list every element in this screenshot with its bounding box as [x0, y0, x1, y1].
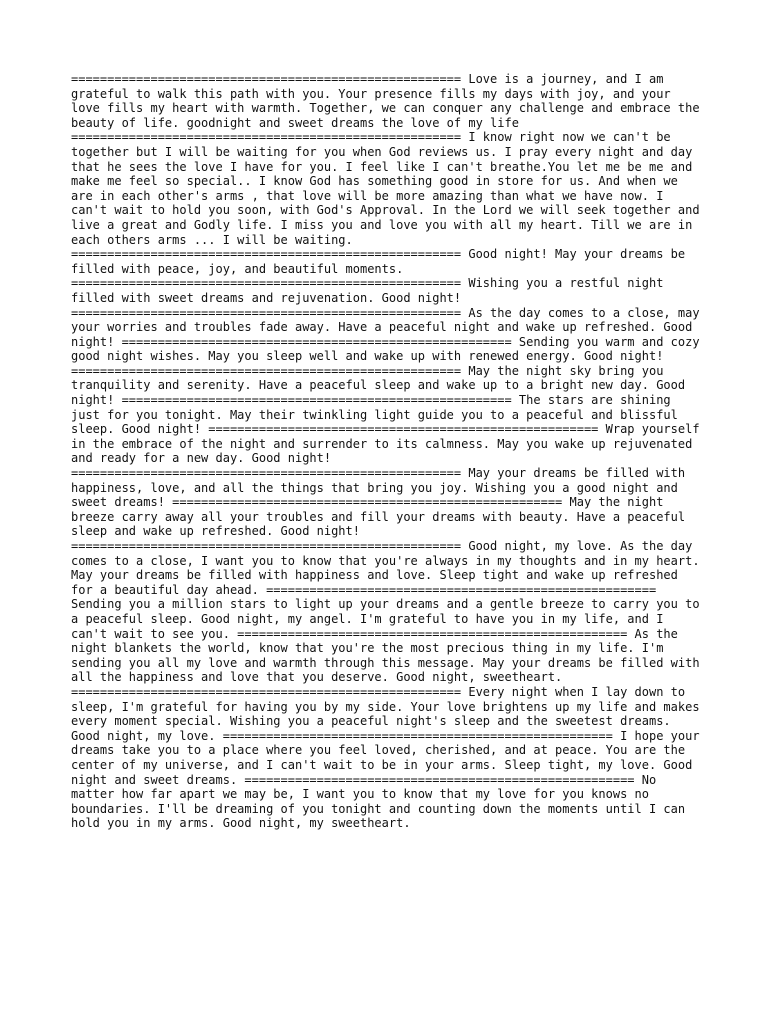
message-entry: ====================================================== Love is a journey, and I am grateful to walk this path with you. Your presence fills my days with joy, and your love fills my heart with warmth. Together, we can conquer any challenge and embrace the beauty of life. goodnight and sweet dreams the love of my life	[71, 72, 700, 130]
message-entry: ====================================================== As the night blankets the world, know that you're the most precious thing in my life. I'm sending you all my love and warmth through this message. May your dreams be filled with all the happiness and love that you deserve. Good night, sweetheart.	[71, 626, 700, 685]
message-entry: ====================================================== Every night when I lay down to sleep, I'm grateful for having you by my side. Your love brightens up my life and makes every moment special. Wishing you a peaceful night's sleep and the sweetest dreams. Good night, my love.	[71, 684, 700, 743]
message-entry: ====================================================== May your dreams be filled with happiness, love, and all the things that bring you joy. Wishing you a good night and sweet dreams!	[71, 466, 686, 510]
message-entry: ====================================================== Good night! May your dreams be filled with peace, joy, and beautiful moments.	[71, 247, 686, 276]
message-entry: ====================================================== I know right now we can't be together but I will be waiting for you when God reviews us. I pray every night and day that he sees the love I have for you. I feel like I can't breathe.You let me be me and make me feel so special.. I know God has something good in store for us. And when we are in each other's arms , that love will be more amazing than what we have now. I can't wait to hold you soon, with God's Approval. In the Lord we will seek together and live a great and Godly life. I miss you and love you with all my heart. Till we are in each others arms ... I will be waiting.	[71, 130, 700, 247]
message-entry: ====================================================== May the night sky bring you tranquility and serenity. Have a peaceful sleep and wake up to a bright new day. Good night!	[71, 363, 686, 408]
message-entry: ====================================================== The stars are shining just for you tonight. May their twinkling light guide you to a peaceful and blissful sleep. Good night!	[71, 393, 678, 437]
message-entry: ====================================================== May the night breeze carry away all your troubles and fill your dreams with beauty. Have a peaceful sleep and wake up refreshed. Good night!	[71, 495, 686, 539]
message-entry: ====================================================== Wrap yourself in the embrace of the night and surrender to its calmness. May you wake up rejuvenated and ready for a new day. Good night!	[71, 422, 700, 466]
message-entry: ====================================================== I hope your dreams take you to a place where you feel loved, cherished, and at peace. You are the center of my universe, and I can't wait to be in your arms. Sleep tight, my love. Good night and sweet dreams.	[71, 728, 700, 787]
message-entry: ====================================================== No matter how far apart we may be, I want you to know that my love for you knows no boundaries. I'll be dreaming of you tonight and counting down the moments until I can hold you in my arms. Good night, my sweetheart.	[71, 772, 686, 831]
message-entry: ====================================================== Good night, my love. As the day comes to a close, I want you to know that you're always in my thoughts and in my heart. May your dreams be filled with happiness and love. Sleep tight and wake up refreshed for a beautiful day ahead.	[71, 539, 700, 597]
message-entry: ====================================================== Sending you warm and cozy good night wishes. May you sleep well and wake up with renewed energy. Good night!	[71, 334, 700, 364]
message-entry: ====================================================== As the day comes to a close, may your worries and troubles fade away. Have a peaceful night and wake up refreshed. Good night!	[71, 305, 700, 349]
message-entry: ====================================================== Wishing you a restful night filled with sweet dreams and rejuvenation. Good night!	[71, 276, 664, 305]
message-entry: ====================================================== Sending you a million stars to light up your dreams and a gentle breeze to carry you to a peaceful sleep. Good night, my angel. I'm grateful to have you in my life, and I can't wait to see you.	[71, 582, 700, 641]
document-body	[71, 72, 701, 831]
